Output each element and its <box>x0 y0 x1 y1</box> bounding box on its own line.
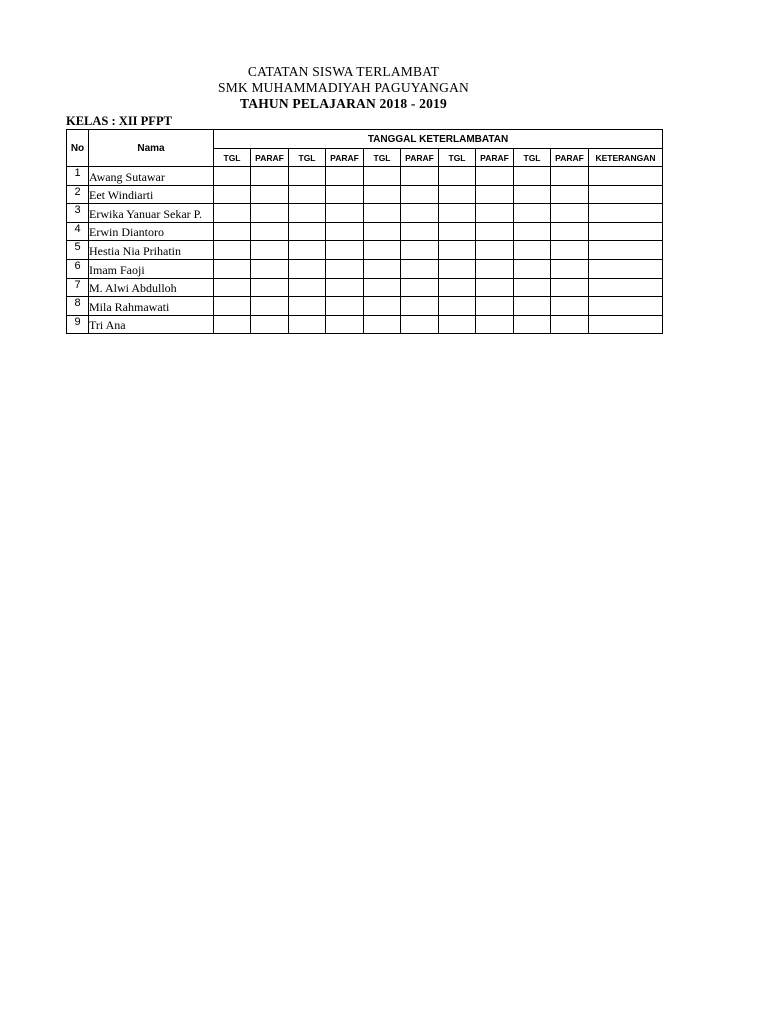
tgl-cell[interactable] <box>514 185 551 204</box>
title-line-2: SMK MUHAMMADIYAH PAGUYANGAN <box>218 80 469 95</box>
tgl-cell[interactable] <box>364 297 401 316</box>
header-no: No <box>67 130 89 167</box>
paraf-cell[interactable] <box>551 259 589 278</box>
paraf-cell[interactable] <box>401 241 439 260</box>
tgl-cell[interactable] <box>514 241 551 260</box>
paraf-cell[interactable] <box>551 204 589 223</box>
tgl-cell[interactable] <box>214 222 251 241</box>
keterangan-cell[interactable] <box>589 259 663 278</box>
keterangan-cell[interactable] <box>589 315 663 334</box>
tgl-cell[interactable] <box>439 297 476 316</box>
keterangan-cell[interactable] <box>589 241 663 260</box>
tgl-cell[interactable] <box>439 222 476 241</box>
tgl-cell[interactable] <box>364 222 401 241</box>
paraf-cell[interactable] <box>251 297 289 316</box>
late-students-table <box>66 129 663 334</box>
tgl-cell[interactable] <box>514 297 551 316</box>
student-name: Hestia Nia Prihatin <box>89 241 214 260</box>
tgl-cell[interactable] <box>364 167 401 186</box>
header-tanggal-keterlambatan: TANGGAL KETERLAMBATAN <box>214 130 663 149</box>
paraf-cell[interactable] <box>401 315 439 334</box>
paraf-cell[interactable] <box>551 278 589 297</box>
tgl-cell[interactable] <box>289 222 326 241</box>
subheader-tgl: TGL <box>214 149 251 167</box>
table-row <box>67 259 663 278</box>
paraf-cell[interactable] <box>476 241 514 260</box>
keterangan-cell[interactable] <box>589 167 663 186</box>
tgl-cell[interactable] <box>289 278 326 297</box>
paraf-cell[interactable] <box>251 185 289 204</box>
tgl-cell[interactable] <box>289 315 326 334</box>
student-name: Mila Rahmawati <box>89 297 214 316</box>
subheader-tgl: TGL <box>439 149 476 167</box>
row-number: 6 <box>67 259 89 278</box>
paraf-cell[interactable] <box>251 167 289 186</box>
title-line-1: CATATAN SISWA TERLAMBAT <box>247 64 440 79</box>
row-number: 3 <box>67 204 89 223</box>
subheader-paraf: PARAF <box>251 149 289 167</box>
paraf-cell[interactable] <box>476 222 514 241</box>
student-name: Awang Sutawar <box>89 167 214 186</box>
tgl-cell[interactable] <box>214 297 251 316</box>
tgl-cell[interactable] <box>214 278 251 297</box>
paraf-cell[interactable] <box>551 241 589 260</box>
row-number: 9 <box>67 315 89 334</box>
tgl-cell[interactable] <box>214 241 251 260</box>
table-row <box>67 315 663 334</box>
paraf-cell[interactable] <box>401 204 439 223</box>
paraf-cell[interactable] <box>251 259 289 278</box>
paraf-cell[interactable] <box>401 222 439 241</box>
tgl-cell[interactable] <box>439 185 476 204</box>
paraf-cell[interactable] <box>476 204 514 223</box>
tgl-cell[interactable] <box>514 167 551 186</box>
tgl-cell[interactable] <box>364 259 401 278</box>
paraf-cell[interactable] <box>326 297 364 316</box>
paraf-cell[interactable] <box>551 297 589 316</box>
paraf-cell[interactable] <box>476 315 514 334</box>
tgl-cell[interactable] <box>364 241 401 260</box>
subheader-paraf: PARAF <box>326 149 364 167</box>
subheader-tgl: TGL <box>514 149 551 167</box>
table-row <box>67 222 663 241</box>
title-line-3: TAHUN PELAJARAN 2018 - 2019 <box>240 96 447 111</box>
keterangan-cell[interactable] <box>589 278 663 297</box>
paraf-cell[interactable] <box>326 241 364 260</box>
paraf-cell[interactable] <box>476 167 514 186</box>
tgl-cell[interactable] <box>289 241 326 260</box>
keterangan-cell[interactable] <box>589 204 663 223</box>
paraf-cell[interactable] <box>251 315 289 334</box>
tgl-cell[interactable] <box>289 297 326 316</box>
tgl-cell[interactable] <box>289 204 326 223</box>
subheader-paraf: PARAF <box>476 149 514 167</box>
paraf-cell[interactable] <box>476 278 514 297</box>
paraf-cell[interactable] <box>326 167 364 186</box>
tgl-cell[interactable] <box>364 315 401 334</box>
row-number: 4 <box>67 222 89 241</box>
keterangan-cell[interactable] <box>589 297 663 316</box>
header-nama: Nama <box>89 130 214 167</box>
table-row <box>67 241 663 260</box>
subheader-paraf: PARAF <box>401 149 439 167</box>
tgl-cell[interactable] <box>514 222 551 241</box>
paraf-cell[interactable] <box>251 241 289 260</box>
paraf-cell[interactable] <box>251 278 289 297</box>
document-title <box>0 64 687 112</box>
tgl-cell[interactable] <box>439 315 476 334</box>
paraf-cell[interactable] <box>476 185 514 204</box>
paraf-cell[interactable] <box>326 185 364 204</box>
tgl-cell[interactable] <box>364 204 401 223</box>
paraf-cell[interactable] <box>551 167 589 186</box>
tgl-cell[interactable] <box>514 204 551 223</box>
tgl-cell[interactable] <box>214 185 251 204</box>
paraf-cell[interactable] <box>326 204 364 223</box>
paraf-cell[interactable] <box>326 315 364 334</box>
table-row <box>67 167 663 186</box>
paraf-cell[interactable] <box>401 167 439 186</box>
paraf-cell[interactable] <box>326 278 364 297</box>
table-body <box>67 167 663 334</box>
tgl-cell[interactable] <box>214 167 251 186</box>
keterangan-cell[interactable] <box>589 185 663 204</box>
paraf-cell[interactable] <box>551 315 589 334</box>
tgl-cell[interactable] <box>514 259 551 278</box>
tgl-cell[interactable] <box>364 278 401 297</box>
row-number: 2 <box>67 185 89 204</box>
tgl-cell[interactable] <box>514 278 551 297</box>
paraf-cell[interactable] <box>476 297 514 316</box>
subheader-tgl: TGL <box>364 149 401 167</box>
tgl-cell[interactable] <box>439 204 476 223</box>
tgl-cell[interactable] <box>439 241 476 260</box>
table-row <box>67 204 663 223</box>
tgl-cell[interactable] <box>439 278 476 297</box>
subheader-paraf: PARAF <box>551 149 589 167</box>
student-name: Erwika Yanuar Sekar P. <box>89 204 214 223</box>
paraf-cell[interactable] <box>326 259 364 278</box>
paraf-cell[interactable] <box>551 185 589 204</box>
keterangan-cell[interactable] <box>589 222 663 241</box>
class-label: KELAS : XII PFPT <box>66 114 172 128</box>
student-name: Erwin Diantoro <box>89 222 214 241</box>
row-number: 1 <box>67 167 89 186</box>
tgl-cell[interactable] <box>289 259 326 278</box>
student-name: Tri Ana <box>89 315 214 334</box>
paraf-cell[interactable] <box>476 259 514 278</box>
table-row <box>67 297 663 316</box>
paraf-cell[interactable] <box>401 259 439 278</box>
row-number: 8 <box>67 297 89 316</box>
tgl-cell[interactable] <box>439 259 476 278</box>
tgl-cell[interactable] <box>364 185 401 204</box>
tgl-cell[interactable] <box>214 204 251 223</box>
table-row <box>67 278 663 297</box>
student-name: M. Alwi Abdulloh <box>89 278 214 297</box>
row-number: 7 <box>67 278 89 297</box>
paraf-cell[interactable] <box>401 297 439 316</box>
paraf-cell[interactable] <box>251 204 289 223</box>
tgl-cell[interactable] <box>214 315 251 334</box>
paraf-cell[interactable] <box>551 222 589 241</box>
tgl-cell[interactable] <box>514 315 551 334</box>
paraf-cell[interactable] <box>326 222 364 241</box>
tgl-cell[interactable] <box>289 167 326 186</box>
paraf-cell[interactable] <box>251 222 289 241</box>
student-name: Eet Windiarti <box>89 185 214 204</box>
paraf-cell[interactable] <box>401 185 439 204</box>
row-number: 5 <box>67 241 89 260</box>
tgl-cell[interactable] <box>214 259 251 278</box>
subheader-tgl: TGL <box>289 149 326 167</box>
student-name: Imam Faoji <box>89 259 214 278</box>
paraf-cell[interactable] <box>401 278 439 297</box>
table-row <box>67 185 663 204</box>
tgl-cell[interactable] <box>439 167 476 186</box>
tgl-cell[interactable] <box>289 185 326 204</box>
subheader-keterangan: KETERANGAN <box>589 149 663 167</box>
